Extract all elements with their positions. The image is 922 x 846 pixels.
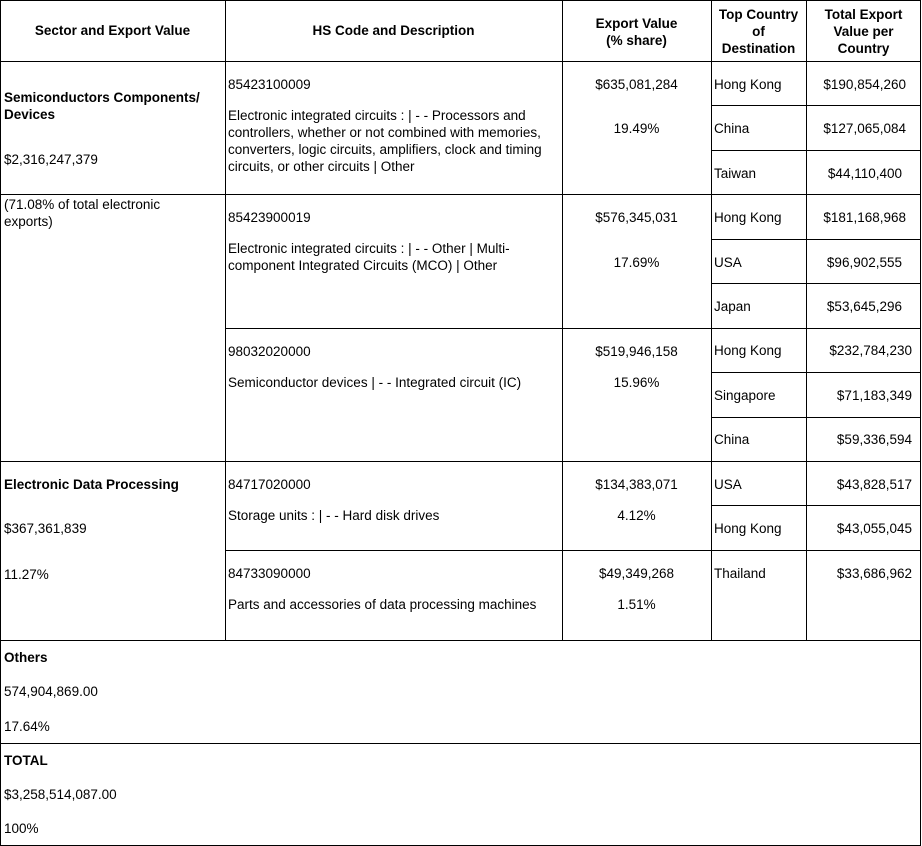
header-top-country-line1: Top Country (718, 7, 799, 22)
export-value: $576,345,031 (595, 210, 678, 225)
export-value: $134,383,071 (595, 477, 678, 492)
rule (225, 550, 921, 551)
export-share: 19.49% (613, 121, 660, 136)
country-value: $190,854,260 (823, 77, 906, 92)
header-top-country-line2: of (752, 24, 765, 39)
country-name: Hong Kong (714, 77, 782, 92)
header-total-line2: Value per (833, 24, 894, 39)
export-share: 1.51% (617, 597, 656, 612)
rule (0, 194, 921, 195)
country-name: USA (714, 255, 742, 270)
rule (711, 283, 921, 284)
sector-value-semiconductors: $2,316,247,379 (4, 152, 98, 167)
header-top-country (711, 6, 806, 57)
hs-description: Semiconductor devices | - - Integrated circuit (IC) (228, 375, 522, 390)
country-name: Singapore (714, 388, 776, 403)
total-value: $3,258,514,087.00 (4, 787, 117, 802)
country-value: $232,784,230 (829, 343, 912, 358)
rule (806, 0, 807, 641)
rule (711, 0, 712, 641)
sector-name-semiconductors: Semiconductors Components/ Devices (4, 90, 200, 122)
country-name: USA (714, 477, 742, 492)
rule (711, 417, 921, 418)
country-name: China (714, 121, 750, 136)
header-total-line3: Country (837, 41, 890, 56)
country-value: $181,168,968 (823, 210, 906, 225)
header-total-per-country (806, 6, 921, 57)
header-sector: Sector and Export Value (34, 23, 191, 38)
country-name: Hong Kong (714, 210, 782, 225)
country-name: Taiwan (714, 166, 757, 181)
export-share: 4.12% (617, 508, 656, 523)
sector-share-semiconductors: (71.08% of total electronic exports) (4, 197, 161, 229)
country-value: $43,828,517 (836, 477, 912, 492)
country-value: $96,902,555 (826, 255, 902, 270)
country-value: $71,183,349 (836, 388, 912, 403)
header-export-value (562, 15, 711, 49)
header-export-value-line1: Export Value (595, 16, 678, 31)
export-value: $49,349,268 (598, 566, 675, 581)
sector-share-edp: 11.27% (4, 567, 49, 582)
export-value: $519,946,158 (595, 344, 678, 359)
country-value: $53,645,296 (826, 299, 902, 314)
rule (0, 0, 1, 846)
others-value: 574,904,869.00 (4, 684, 98, 699)
rule (0, 743, 921, 744)
hs-description: Electronic integrated circuits : | - - Processors and controllers, whether or not combined with memories, converters, logic circuits, amplifiers, clock and timing circuits, or other circuits | Other (228, 108, 542, 174)
rule (711, 239, 921, 240)
rule (711, 505, 921, 506)
export-share: 17.69% (613, 255, 660, 270)
hs-code: 98032020000 (228, 344, 311, 359)
country-name: Hong Kong (714, 521, 782, 536)
hs-code: 84717020000 (228, 477, 311, 492)
sector-value-edp: $367,361,839 (4, 521, 87, 536)
rule (562, 0, 563, 641)
hs-description: Electronic integrated circuits : | - - Other | Multi-component Integrated Circuits (MCO) | Other (228, 241, 510, 273)
header-total-line1: Total Export (824, 7, 903, 22)
header-top-country-line3: Destination (721, 41, 796, 56)
sector-name-edp: Electronic Data Processing (4, 477, 179, 492)
hs-description: Storage units : | - - Hard disk drives (228, 508, 440, 523)
country-value: $127,065,084 (823, 121, 906, 136)
total-share: 100% (4, 821, 39, 836)
header-export-value-line2: (% share) (606, 33, 667, 48)
rule (0, 640, 921, 641)
rule (711, 150, 921, 151)
country-value: $33,686,962 (836, 566, 912, 581)
export-value: $635,081,284 (595, 77, 678, 92)
country-value: $59,336,594 (836, 432, 912, 447)
country-name: China (714, 432, 750, 447)
hs-code: 85423100009 (228, 77, 311, 92)
rule (711, 105, 921, 106)
export-share: 15.96% (613, 375, 660, 390)
total-label: TOTAL (4, 753, 48, 768)
rule (0, 0, 921, 1)
country-name: Hong Kong (714, 343, 782, 358)
rule (225, 0, 226, 641)
country-value: $44,110,400 (827, 166, 902, 181)
hs-code: 85423900019 (228, 210, 311, 225)
country-name: Japan (714, 299, 751, 314)
rule (0, 461, 921, 462)
hs-code: 84733090000 (228, 566, 311, 581)
country-value: $43,055,045 (836, 521, 912, 536)
others-share: 17.64% (4, 719, 50, 734)
rule (920, 0, 921, 846)
header-hs-code: HS Code and Description (312, 23, 475, 38)
others-label: Others (4, 650, 48, 665)
rule (0, 61, 921, 62)
rule (711, 372, 921, 373)
country-name: Thailand (714, 566, 766, 581)
hs-description: Parts and accessories of data processing machines (228, 597, 537, 612)
rule (225, 328, 921, 329)
